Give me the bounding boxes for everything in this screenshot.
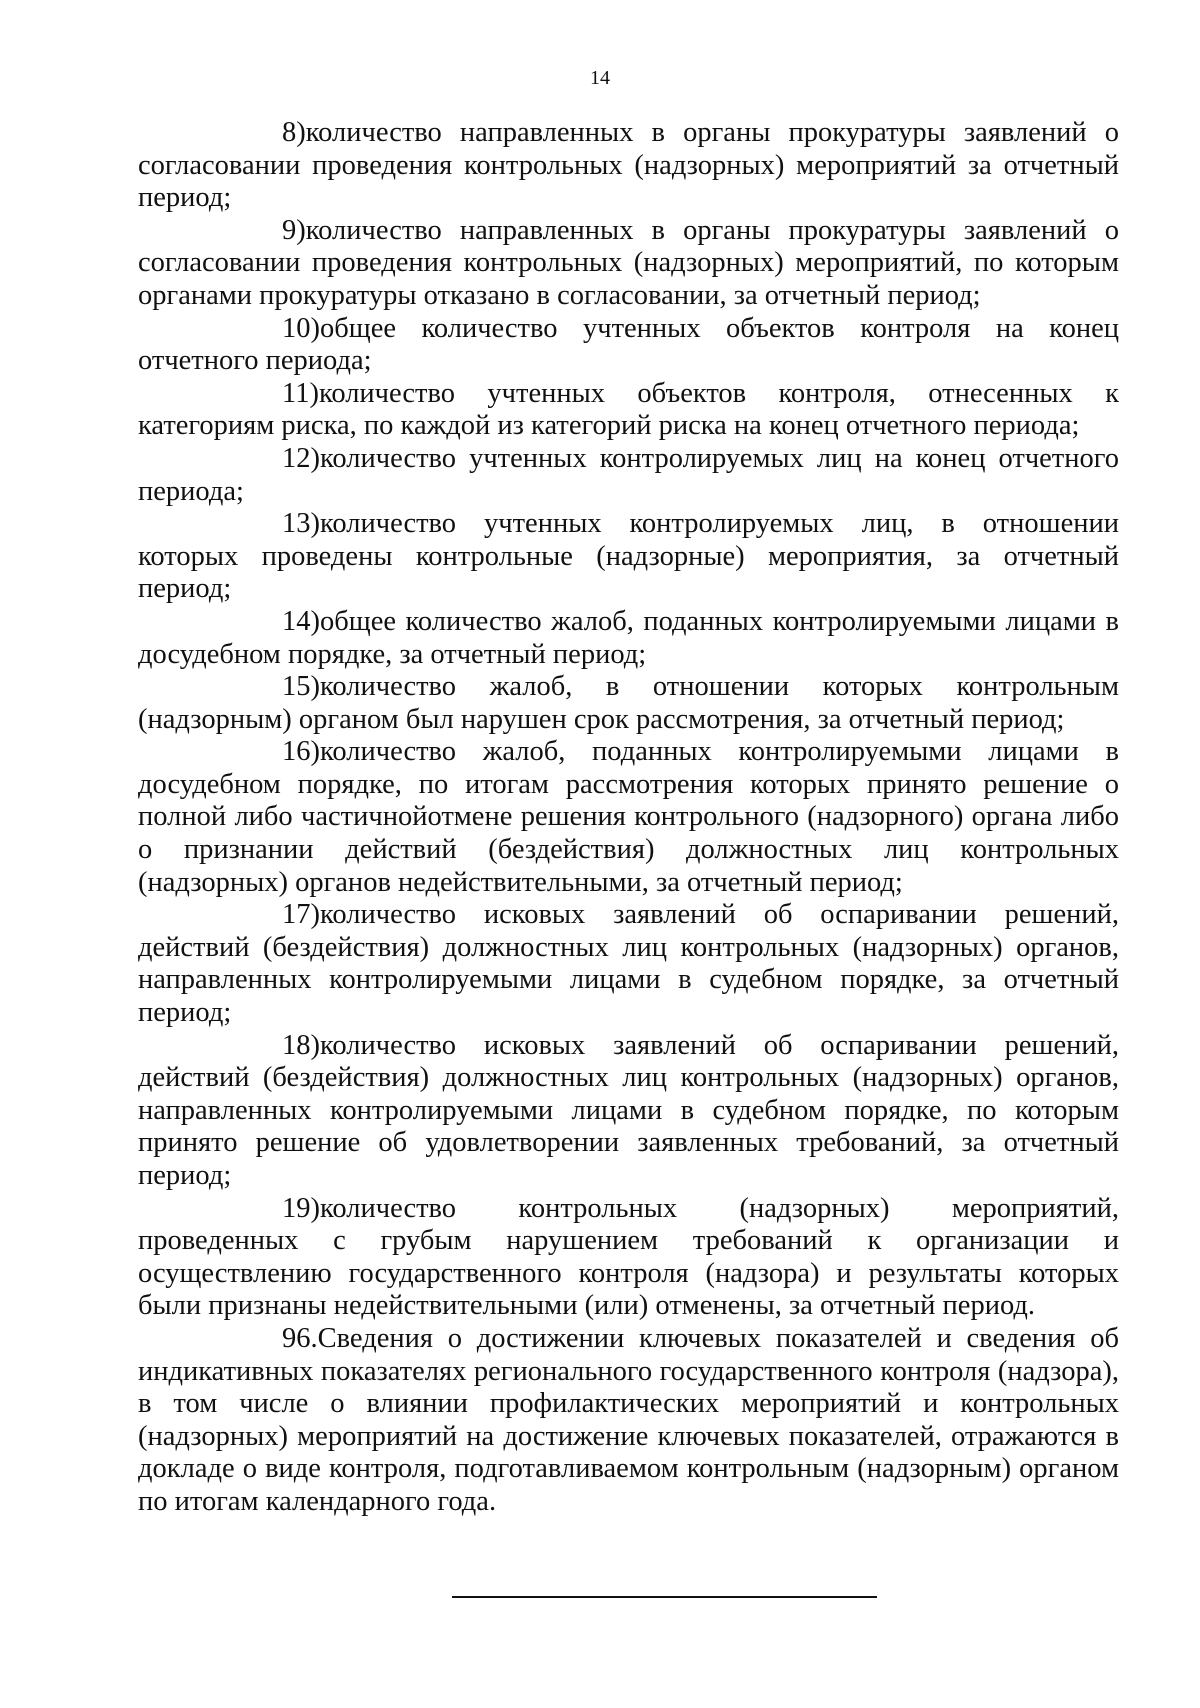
- section-number: 96.: [282, 1322, 318, 1354]
- section-text: Сведения о достижении ключевых показателей и сведения об индикативных показателях регионального государственного контроля (надзора), в том числе о влиянии профилактических мероприятий и контрольных (надзорных) мероприятий на достижение ключевых показателей, отражаются в докладе о виде контроля, подготавливаемом контрольным (надзорным) органом по итогам календарного года.: [138, 1322, 1119, 1517]
- item-text: количество учтенных контролируемых лиц на конец отчетного периода;: [138, 442, 1119, 507]
- item-number: 14): [282, 605, 320, 637]
- item-text: количество учтенных объектов контроля, отнесенных к категориям риска, по каждой из категорий риска на конец отчетного периода;: [138, 377, 1119, 442]
- end-rule-divider: [452, 1596, 877, 1598]
- page-number: 14: [590, 67, 610, 89]
- item-number: 9): [282, 214, 306, 246]
- list-item: [138, 1030, 1119, 1193]
- item-text: количество контрольных (надзорных) мероприятий, проведенных с грубым нарушением требований к организации и осуществлению государственного контроля (надзора) и результаты которых были признаны недействительными (или) отменены, за отчетный период.: [138, 1192, 1119, 1322]
- list-item: [138, 1193, 1119, 1323]
- document-body: [138, 117, 1119, 1519]
- item-number: 12): [282, 442, 320, 474]
- list-item: [138, 215, 1119, 313]
- list-item: [138, 671, 1119, 736]
- item-number: 15): [282, 671, 320, 703]
- item-text: количество направленных в органы прокуратуры заявлений о согласовании проведения контрольных (надзорных) мероприятий за отчетный период;: [138, 117, 1119, 214]
- list-item: [138, 899, 1119, 1029]
- item-number: 11): [282, 377, 319, 409]
- list-item: [138, 443, 1119, 508]
- list-item: [138, 508, 1119, 606]
- item-number: 17): [282, 899, 320, 931]
- item-number: 19): [282, 1192, 320, 1224]
- item-text: количество направленных в органы прокуратуры заявлений о согласовании проведения контрольных (надзорных) мероприятий, по которым органами прокуратуры отказано в согласовании, за отчетный период;: [138, 214, 1119, 311]
- item-text: общее количество жалоб, поданных контролируемыми лицами в досудебном порядке, за отчетный период;: [138, 605, 1119, 670]
- item-text: общее количество учтенных объектов контроля на конец отчетного периода;: [138, 312, 1119, 377]
- list-item: [138, 117, 1119, 215]
- item-text: количество жалоб, поданных контролируемыми лицами в досудебном порядке, по итогам рассмотрения которых принято решение о полной либо частичнойотмене решения контрольного (надзорного) органа либо о признании действий (бездействия) должностных лиц контрольных (надзорных) органов недействительными, за отчетный период;: [138, 736, 1119, 898]
- item-text: количество исковых заявлений об оспаривании решений, действий (бездействия) должностных лиц контрольных (надзорных) органов, направленных контролируемыми лицами в судебном порядке, за отчетный период;: [138, 899, 1119, 1029]
- item-number: 18): [282, 1029, 320, 1061]
- item-number: 16): [282, 736, 320, 768]
- item-text: количество жалоб, в отношении которых контрольным (надзорным) органом был нарушен срок рассмотрения, за отчетный период;: [138, 671, 1119, 735]
- item-number: 10): [282, 312, 320, 344]
- item-text: количество учтенных контролируемых лиц, в отношении которых проведены контрольные (надзорные) мероприятия, за отчетный период;: [138, 508, 1119, 605]
- item-number: 13): [282, 508, 320, 540]
- item-text: количество исковых заявлений об оспаривании решений, действий (бездействия) должностных лиц контрольных (надзорных) органов, направленных контролируемыми лицами в судебном порядке, по которым принято решение об удовлетворении заявленных требований, за отчетный период;: [138, 1029, 1119, 1191]
- list-item: [138, 313, 1119, 378]
- section-paragraph: [138, 1323, 1119, 1519]
- list-item: [138, 378, 1119, 443]
- list-item: [138, 606, 1119, 671]
- item-number: 8): [282, 117, 306, 148]
- list-item: [138, 736, 1119, 899]
